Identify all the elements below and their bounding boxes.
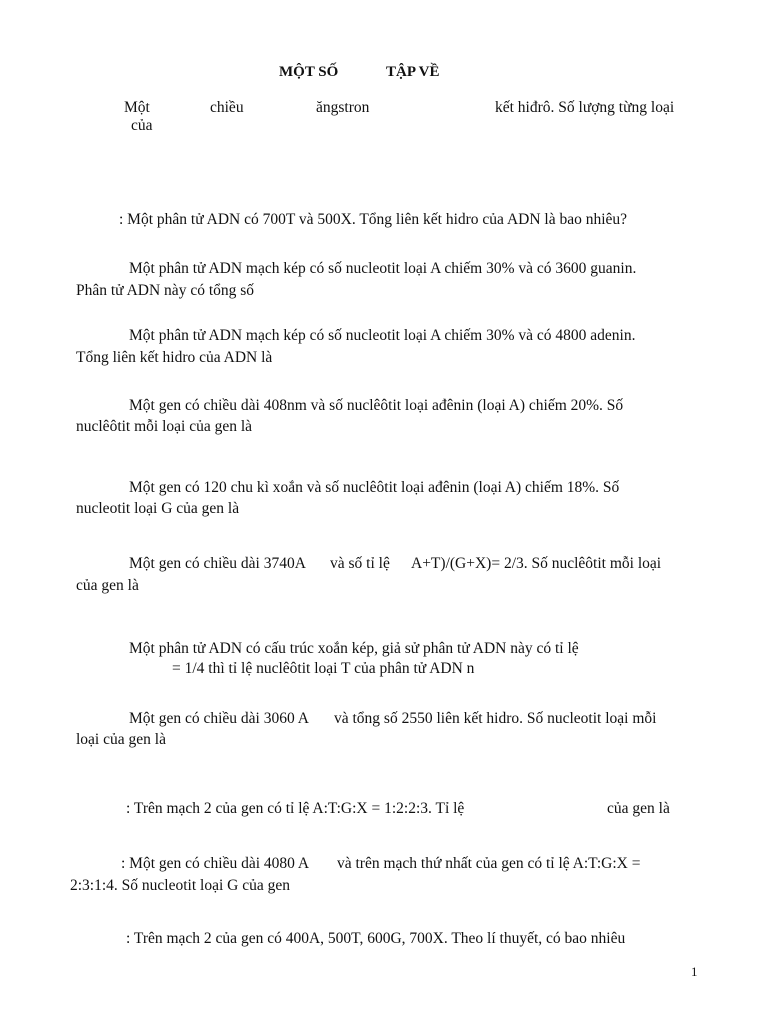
question-10-line-1b: và trên mạch thứ nhất của gen có tỉ lệ A:T:G:X = <box>337 855 641 872</box>
question-11-line-1: : Trên mạch 2 của gen có 400A, 500T, 600G, 700X. Theo lí thuyết, có bao nhiêu <box>126 930 626 947</box>
intro-word-4: kết hiđrô. Số lượng từng loại <box>495 99 675 116</box>
question-4-line-1: Một gen có chiều dài 408nm và số nuclêôtit loại ađênin (loại A) chiếm 20%. Số <box>129 397 624 414</box>
question-8-line-1b: và tổng số 2550 liên kết hidro. Số nucleotit loại mỗi <box>334 710 657 727</box>
question-8-line-1a: Một gen có chiều dài 3060 A <box>129 710 309 727</box>
question-1-line-1: : Một phân tử ADN có 700T và 500X. Tổng liên kết hidro của ADN là bao nhiêu? <box>119 211 628 228</box>
question-5-line-2: nucleotit loại G của gen là <box>76 500 240 517</box>
intro-word-1: Một <box>124 99 150 116</box>
question-3-line-2: Tổng liên kết hidro của ADN là <box>76 349 273 366</box>
question-6-line-1b: và số tỉ lệ <box>330 555 390 572</box>
question-3-line-1: Một phân tử ADN mạch kép có số nucleotit loại A chiếm 30% và có 4800 adenin. <box>129 327 636 344</box>
title-part-1: MỘT SỐ <box>279 64 339 80</box>
question-8-line-2: loại của gen là <box>76 731 166 748</box>
question-7-line-2: = 1/4 thì tỉ lệ nuclêôtit loại T của phân tử ADN n <box>172 660 475 677</box>
question-6-line-1a: Một gen có chiều dài 3740A <box>129 555 306 572</box>
question-9-line-1b: của gen là <box>607 800 670 817</box>
intro-word-5: của <box>131 117 153 134</box>
question-5-line-1: Một gen có 120 chu kì xoắn và số nuclêôtit loại ađênin (loại A) chiếm 18%. Số <box>129 479 620 496</box>
question-2-line-2: Phân tử ADN này có tổng số <box>76 282 255 299</box>
question-9-line-1a: : Trên mạch 2 của gen có tỉ lệ A:T:G:X = 1:2:2:3. Tỉ lệ <box>126 800 465 817</box>
title-part-2: TẬP VỀ <box>386 64 440 80</box>
question-4-line-2: nuclêôtit mỗi loại của gen là <box>76 418 253 435</box>
question-10-line-2: 2:3:1:4. Số nucleotit loại G của gen <box>70 877 290 894</box>
question-7-line-1: Một phân tử ADN có cấu trúc xoắn kép, giả sử phân tử ADN này có tỉ lệ <box>129 640 579 657</box>
question-2-line-1: Một phân tử ADN mạch kép có số nucleotit loại A chiếm 30% và có 3600 guanin. <box>129 260 637 277</box>
question-6-line-2: của gen là <box>76 577 139 594</box>
question-6-line-1c: A+T)/(G+X)= 2/3. Số nuclêôtit mỗi loại <box>411 555 662 572</box>
intro-word-3: ăngstron <box>316 99 370 116</box>
question-10-line-1a: : Một gen có chiều dài 4080 A <box>121 855 310 872</box>
page-number: 1 <box>691 964 698 979</box>
intro-word-2: chiều <box>210 99 244 116</box>
